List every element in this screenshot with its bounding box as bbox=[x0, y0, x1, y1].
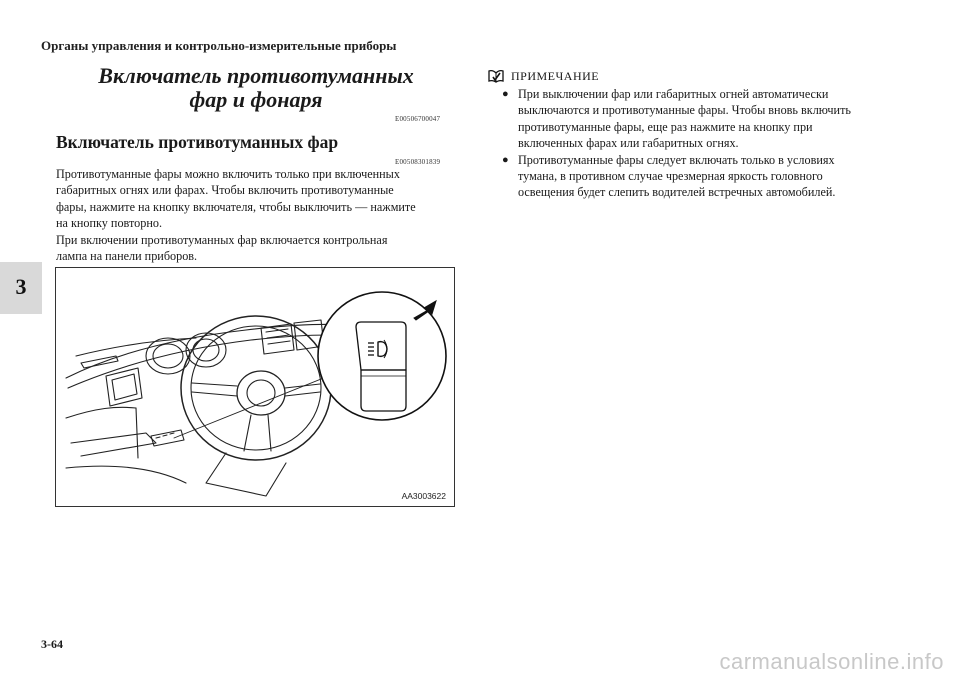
page-header: Органы управления и контрольно-измерительные приборы bbox=[41, 38, 397, 53]
figure-code: AA3003622 bbox=[401, 491, 446, 501]
main-title-line-1: Включатель противотуманных bbox=[98, 63, 414, 88]
bullet-icon: ● bbox=[502, 88, 509, 100]
page-number: 3-64 bbox=[41, 637, 63, 651]
section-title: Включатель противотуманных фар bbox=[56, 132, 339, 152]
note-icon bbox=[487, 68, 505, 84]
note-line: выключаются и противотуманные фары. Чтобы вновь включить bbox=[518, 103, 851, 118]
note-line: противотуманные фары, еще раз нажмите на кнопку при bbox=[518, 119, 813, 134]
note-list bbox=[502, 86, 902, 201]
note-item bbox=[502, 152, 902, 201]
body-line: Противотуманные фары можно включить только при включенных bbox=[56, 167, 400, 181]
note-item bbox=[502, 86, 902, 152]
body-line: При включении противотуманных фар включается контрольная bbox=[56, 232, 388, 247]
note-heading-label: ПРИМЕЧАНИЕ bbox=[511, 68, 600, 83]
section-body bbox=[56, 166, 456, 264]
main-title-code: E00506700047 bbox=[395, 115, 441, 123]
note-line: включенных фарах или габаритных огнях. bbox=[518, 136, 739, 151]
watermark: carmanualsonline.info bbox=[719, 649, 944, 674]
dashboard-illustration bbox=[55, 267, 455, 507]
section-code: E00508301839 bbox=[395, 158, 441, 166]
body-line: на кнопку повторно. bbox=[56, 216, 163, 231]
note-line: При выключении фар или габаритных огней автоматически bbox=[518, 87, 829, 101]
note-line: освещения будет слепить водителей встречных автомобилей. bbox=[518, 185, 836, 200]
body-line: фары, нажмите на кнопку включателя, чтобы выключить — нажмите bbox=[56, 199, 416, 214]
main-title-line-2: фар и фонаря bbox=[189, 87, 323, 112]
note-line: Противотуманные фары следует включать только в условиях bbox=[518, 152, 835, 167]
body-line: габаритных огнях или фарах. Чтобы включить противотуманные bbox=[56, 183, 394, 198]
bullet-icon: ● bbox=[502, 153, 509, 166]
chapter-number: 3 bbox=[15, 274, 27, 299]
dashboard-drawing bbox=[56, 268, 455, 507]
main-title bbox=[56, 64, 456, 112]
note-line: тумана, в противном случае чрезмерная яркость головного bbox=[518, 169, 823, 184]
body-line: лампа на панели приборов. bbox=[56, 249, 198, 264]
note-heading bbox=[487, 68, 599, 84]
